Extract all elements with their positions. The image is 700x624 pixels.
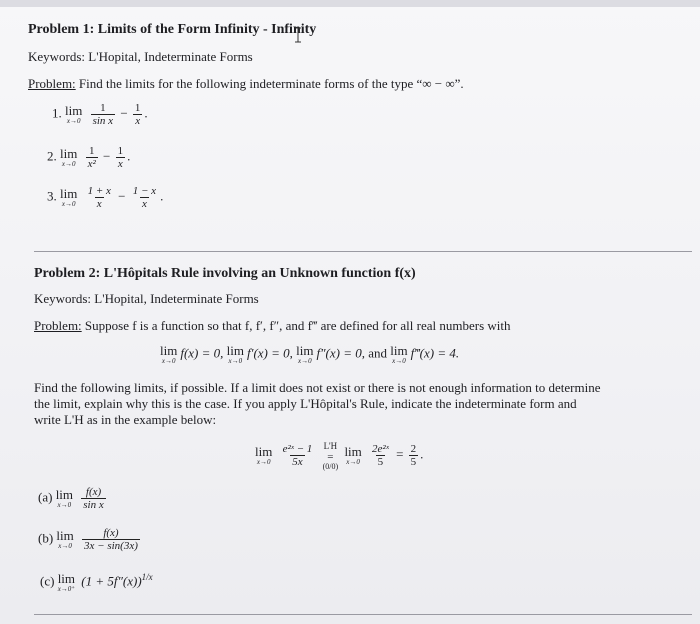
fraction: $\frac{\text{e²ˣ − 1}}{5x}$ [282,443,313,468]
p1-item-2 [47,145,130,170]
limit: lim x→0 [56,528,74,550]
problem-text: Find the limits for the following indeterminate forms of the type “∞ − ∞”. [78,76,464,91]
expression: (1 + 5f″(x)) [81,573,142,589]
and-word: and [368,345,388,361]
limit: lim x→0 [390,343,408,365]
period: . [420,446,424,462]
text-cursor-icon [294,27,302,43]
fraction: $\frac{1}{x}$ [134,102,141,127]
instruction-line-2: the limit, explain why this is the case. If you apply L'Hôpital's Rule, indicate the indeterminate form and [34,396,577,411]
minus: − [103,148,111,164]
fraction: $\frac{2}{5}$ [410,443,417,468]
top-bar [0,0,700,7]
conditions [160,344,459,365]
item-number: 3. [47,188,57,204]
condition: f‴(x) = 4. [410,345,460,361]
part-b [38,527,142,552]
fraction: $\frac{1 - x}{x}$ [132,185,157,210]
period: . [127,148,131,164]
limit: lim x→0 [65,103,83,125]
problem-label: Problem: [28,76,76,91]
limit: lim x→0 [60,186,78,208]
part-label: (c) [40,573,55,589]
instruction-line-3: write L'H as in the example below: [34,412,217,427]
problem-2-keywords: Keywords: L'Hopital, Indeterminate Forms [34,291,259,306]
fraction: $\frac{1}{\text{sin x}}$ [92,102,114,127]
limit: lim x→0 [344,444,362,466]
section-divider [34,251,692,252]
period: . [144,105,148,121]
limit: lim x→0 [60,146,78,168]
problem-1-keywords: Keywords: L'Hopital, Indeterminate Forms [28,49,253,64]
problem-1-title: Problem 1: Limits of the Form Infinity - Infinity [28,22,317,37]
p1-item-3 [47,185,163,210]
problem-2-title: Problem 2: L'Hôpitals Rule involving an Unknown function f(x) [34,266,416,281]
condition: f(x) = 0, [180,345,224,361]
p1-item-1 [52,102,148,127]
fraction: $\frac{1 + x}{x}$ [87,185,111,210]
limit: lim x→0 [160,343,178,365]
fraction: $\frac{1}{\text{x²}}$ [87,145,96,170]
fraction: $\frac{f(x)}{3x - \sin(3x)}$ [84,527,138,552]
minus: − [118,188,126,204]
problem-label: Problem: [34,318,82,333]
limit: lim x→0⁺ [57,571,76,593]
limit: lim x→0 [296,343,314,365]
fraction: $\frac{f(x)}{\text{sin x}}$ [83,486,104,511]
period: . [160,188,164,204]
problem-text: Suppose f is a function so that f, f′, f″, and f‴ are defined for all real numbers with [84,318,511,333]
part-c [40,572,153,593]
part-label: (a) [38,489,53,505]
limit: lim x→0 [55,487,74,509]
fraction: $\frac{\text{2e²ˣ}}{5}$ [372,443,389,468]
condition: f′(x) = 0, [247,345,293,361]
problem-1-statement [28,76,464,92]
minus: − [120,105,128,121]
example-equation [255,440,423,471]
fraction: $\frac{1}{x}$ [117,145,124,170]
instruction-line-1: Find the following limits, if possible. If a limit does not exist or there is not enough information to determine [34,380,601,395]
part-label: (b) [38,530,54,546]
item-number: 2. [47,148,57,164]
exponent: 1/x [141,572,153,583]
item-number: 1. [52,105,62,121]
lhopital-marker: L'H = (0/0) [322,441,339,471]
limit: lim x→0 [226,343,244,365]
part-a [38,486,108,511]
equals: = [396,446,404,462]
bottom-divider [34,614,692,615]
problem-2-statement [34,318,511,334]
limit: lim x→0 [255,444,273,466]
condition: f″(x) = 0, [316,345,365,361]
